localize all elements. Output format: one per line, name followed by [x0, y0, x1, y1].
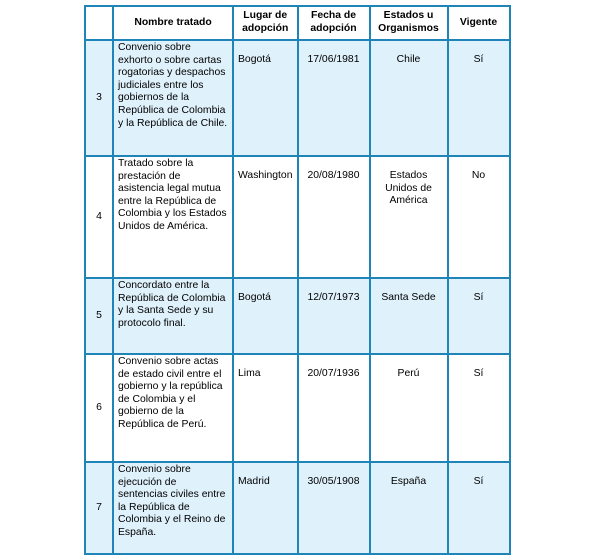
- header-vigente: Vigente: [448, 6, 510, 40]
- treaty-name: Convenio sobre exhorto o sobre cartas rogatorias y despachos judiciales entre los gobiernos de la República de Colombia y la República de Chile.: [113, 40, 233, 156]
- row-number: 7: [85, 462, 113, 554]
- treaty-date: 30/05/1908: [298, 462, 370, 554]
- treaty-place: Madrid: [233, 462, 298, 554]
- table-row: [85, 40, 510, 156]
- row-number: 4: [85, 156, 113, 278]
- row-number: 5: [85, 278, 113, 354]
- treaty-state: Estados Unidos de América: [370, 156, 448, 278]
- treaty-state: Santa Sede: [370, 278, 448, 354]
- treaty-in-force: No: [448, 156, 510, 278]
- treaty-in-force: Sí: [448, 278, 510, 354]
- header-nombre-tratado: Nombre tratado: [113, 6, 233, 40]
- header-estados-organismos: Estados u Organismos: [370, 6, 448, 40]
- treaty-date: 20/07/1936: [298, 354, 370, 462]
- treaties-table-container: [84, 5, 511, 555]
- treaty-in-force: Sí: [448, 354, 510, 462]
- treaty-date: 12/07/1973: [298, 278, 370, 354]
- treaty-place: Lima: [233, 354, 298, 462]
- treaty-state: Chile: [370, 40, 448, 156]
- treaty-name: Convenio sobre actas de estado civil entre el gobierno y la república de Colombia y el gobierno de la República de Perú.: [113, 354, 233, 462]
- row-number: 3: [85, 40, 113, 156]
- treaty-name: Concordato entre la República de Colombia y la Santa Sede y su protocolo final.: [113, 278, 233, 354]
- header-fecha-adopcion: Fecha de adopción: [298, 6, 370, 40]
- table-row: [85, 354, 510, 462]
- treaty-in-force: Sí: [448, 462, 510, 554]
- treaty-date: 17/06/1981: [298, 40, 370, 156]
- treaties-table: [84, 5, 511, 555]
- treaty-name: Convenio sobre ejecución de sentencias civiles entre la República de Colombia y el Reino de España.: [113, 462, 233, 554]
- header-lugar-adopcion: Lugar de adopción: [233, 6, 298, 40]
- treaty-place: Washington: [233, 156, 298, 278]
- header-num: [85, 6, 113, 40]
- treaty-place: Bogotá: [233, 40, 298, 156]
- table-row: [85, 156, 510, 278]
- row-number: 6: [85, 354, 113, 462]
- table-row: [85, 462, 510, 554]
- treaty-state: Perú: [370, 354, 448, 462]
- table-header-row: [85, 6, 510, 40]
- table-row: [85, 278, 510, 354]
- treaty-in-force: Sí: [448, 40, 510, 156]
- treaty-state: España: [370, 462, 448, 554]
- treaty-name: Tratado sobre la prestación de asistencia legal mutua entre la República de Colombia y los Estados Unidos de América.: [113, 156, 233, 278]
- treaty-date: 20/08/1980: [298, 156, 370, 278]
- treaty-place: Bogotá: [233, 278, 298, 354]
